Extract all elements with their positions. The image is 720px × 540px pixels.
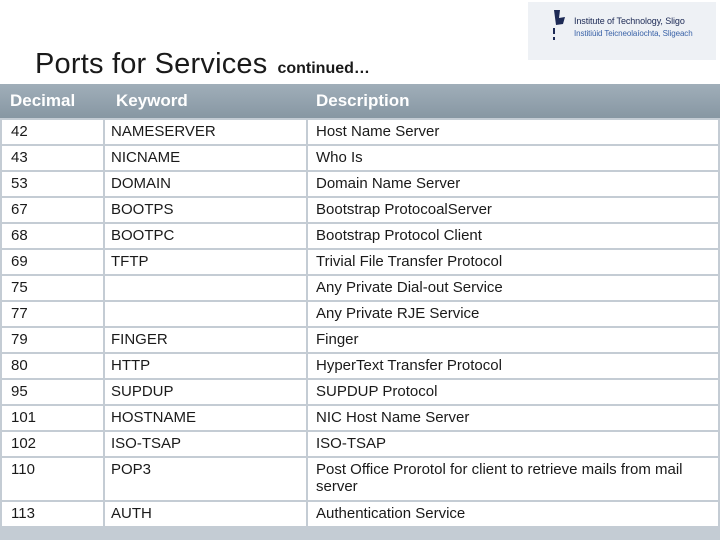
cell-keyword: HTTP [105,354,306,378]
cell-keyword: AUTH [105,502,306,526]
table-body [2,120,718,528]
table-row [2,276,718,300]
title-subtitle: continued… [277,60,370,77]
cell-description: Trivial File Transfer Protocol [308,250,718,274]
cell-keyword: BOOTPC [105,224,306,248]
table-row [2,146,718,170]
cell-keyword: POP3 [105,458,306,500]
cell-decimal: 67 [2,198,103,222]
cell-keyword: BOOTPS [105,198,306,222]
cell-description: Post Office Prorotol for client to retrieve mails from mail server [308,458,718,500]
cell-decimal: 42 [2,120,103,144]
header-decimal: Decimal [10,91,76,110]
cell-description: HyperText Transfer Protocol [308,354,718,378]
cell-decimal: 95 [2,380,103,404]
cell-decimal: 75 [2,276,103,300]
cell-keyword [105,302,306,326]
cell-decimal: 77 [2,302,103,326]
institute-logo [528,2,716,60]
table-row [2,250,718,274]
cell-description: Authentication Service [308,502,718,526]
cell-decimal: 69 [2,250,103,274]
table-row [2,432,718,456]
cell-decimal: 43 [2,146,103,170]
cell-keyword: FINGER [105,328,306,352]
cell-description: Finger [308,328,718,352]
table-row [2,380,718,404]
cell-description: Bootstrap ProtocoalServer [308,198,718,222]
table-header [0,84,720,118]
cell-description: Host Name Server [308,120,718,144]
cell-keyword: NICNAME [105,146,306,170]
cell-keyword: NAMESERVER [105,120,306,144]
cell-description: NIC Host Name Server [308,406,718,430]
cell-keyword: SUPDUP [105,380,306,404]
cell-keyword: TFTP [105,250,306,274]
logo-line-2: Institiúid Teicneolaíochta, Sligeach [574,29,693,38]
table-row [2,302,718,326]
logo-mark-icon [550,8,568,42]
cell-decimal: 68 [2,224,103,248]
table-row [2,406,718,430]
cell-decimal: 53 [2,172,103,196]
slide-title [35,48,370,84]
table-row [2,354,718,378]
cell-decimal: 113 [2,502,103,526]
cell-keyword: ISO-TSAP [105,432,306,456]
cell-decimal: 79 [2,328,103,352]
table-row [2,198,718,222]
table-row [2,120,718,144]
cell-description: Domain Name Server [308,172,718,196]
cell-description: ISO-TSAP [308,432,718,456]
table-row [2,458,718,500]
table-row [2,328,718,352]
cell-decimal: 110 [2,458,103,500]
cell-description: Any Private RJE Service [308,302,718,326]
header-keyword: Keyword [116,91,188,110]
cell-description: Any Private Dial-out Service [308,276,718,300]
ports-table [0,84,720,540]
header-description: Description [316,91,410,110]
cell-keyword: DOMAIN [105,172,306,196]
cell-decimal: 101 [2,406,103,430]
table-row [2,224,718,248]
cell-keyword: HOSTNAME [105,406,306,430]
cell-description: SUPDUP Protocol [308,380,718,404]
table-row [2,172,718,196]
title-main: Ports for Services [35,48,268,80]
cell-keyword [105,276,306,300]
cell-decimal: 102 [2,432,103,456]
cell-decimal: 80 [2,354,103,378]
cell-description: Bootstrap Protocol Client [308,224,718,248]
cell-description: Who Is [308,146,718,170]
table-row [2,502,718,526]
logo-line-1: Institute of Technology, Sligo [574,16,685,26]
